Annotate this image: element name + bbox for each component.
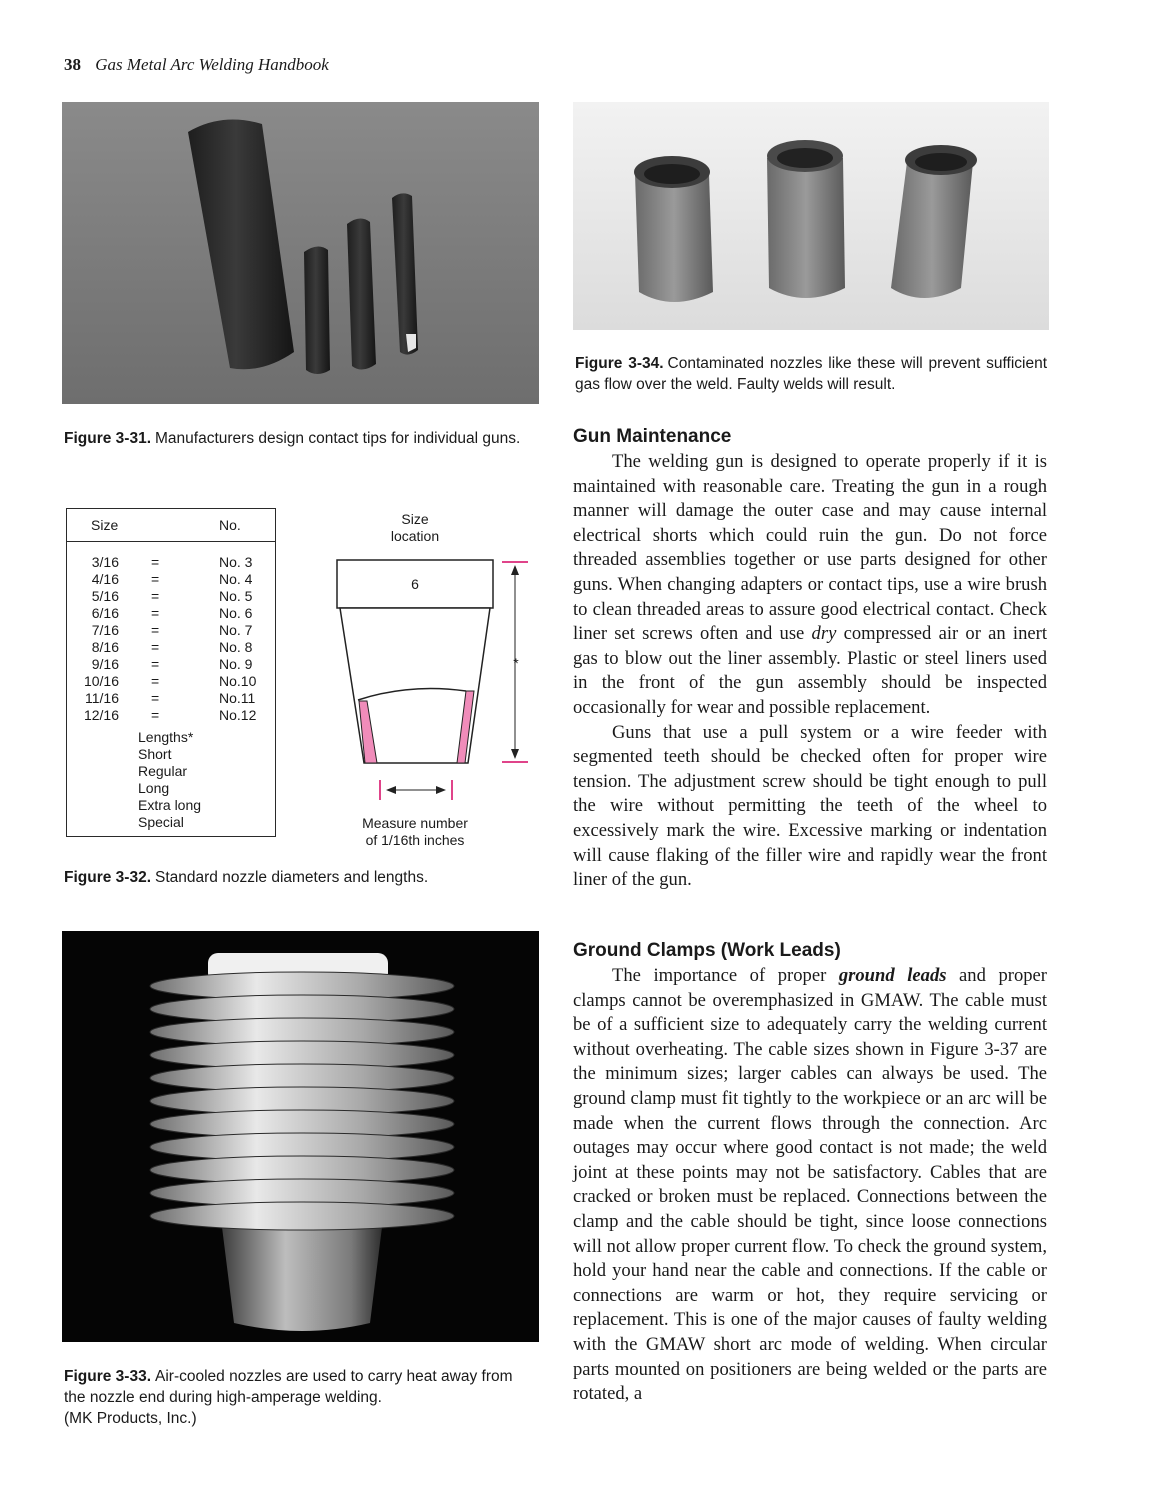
- arrowhead-up: [511, 565, 519, 575]
- lengths-list: [138, 729, 201, 831]
- figure-3-33-caption: [64, 1366, 537, 1429]
- equals-cell: =: [151, 554, 160, 570]
- label-line: location: [390, 528, 440, 544]
- equals-cell: =: [151, 656, 160, 672]
- table-row: [67, 639, 275, 656]
- key-term: ground leads: [838, 965, 947, 986]
- paragraph: [573, 450, 1047, 721]
- emphasis: dry: [811, 623, 837, 645]
- caption-text: Contaminated nozzles like these will prevent sufficient gas flow over the weld. Faulty welds will result.: [575, 355, 1047, 393]
- figure-label: Figure 3-34.: [575, 355, 664, 372]
- arrowhead-left: [386, 786, 396, 794]
- number-cell: No.10: [219, 673, 257, 689]
- table-row: [67, 690, 275, 707]
- number-cell: No.12: [219, 707, 257, 723]
- number-cell: No. 5: [219, 588, 253, 604]
- equals-cell: =: [151, 622, 160, 638]
- number-cell: No. 3: [219, 554, 253, 570]
- number-cell: No.11: [219, 690, 256, 706]
- table-header: [67, 509, 275, 542]
- size-cell: 5/16: [91, 588, 119, 604]
- page-number: 38: [64, 55, 81, 74]
- contaminated-nozzles-image: [573, 102, 1049, 330]
- lengths-heading: Lengths*: [138, 729, 194, 745]
- figure-label: Figure 3-31.: [64, 430, 151, 447]
- equals-cell: =: [151, 571, 160, 587]
- figure-3-31-caption: [64, 428, 537, 449]
- size-cell: 3/16: [91, 554, 119, 570]
- nozzle-drawing: [300, 505, 540, 855]
- number-cell: No. 8: [219, 639, 253, 655]
- table-row: [67, 622, 275, 639]
- list-item: Regular: [138, 763, 188, 779]
- column-header-no: No.: [219, 517, 241, 533]
- nozzle-diagram: [300, 505, 540, 855]
- label-line: of 1/16th inches: [365, 832, 465, 848]
- paragraph: Guns that use a pull system or a wire feeder with segmented teeth should be checked often for proper wire tension. The adjustment screw should be tight enough to pull the wire without permitting the teeth of the wheel to excessively mark the wire. Excessive marking or indentation will cause flaking of the filler wire and rapidly wear the front liner of the gun.: [573, 721, 1047, 891]
- contact-tips-image: [62, 102, 539, 404]
- table-row: [67, 673, 275, 690]
- table-row: [67, 554, 275, 571]
- nozzle-number-label: 6: [411, 576, 419, 592]
- table-row: [67, 605, 275, 622]
- length-asterisk: *: [513, 655, 519, 671]
- figure-3-33-photo: [62, 931, 539, 1342]
- gun-maintenance-body: [573, 450, 1047, 893]
- figure-3-32-caption: [64, 867, 537, 888]
- text-run: The welding gun is designed to operate properly if it is maintained with reasonable care. Treating the gun in a rough manner will damage the outer case and may cause internal electrical shorts which could ruin the gun. Do not force threaded assemblies together or use parts designed for other guns. When changing adapters or contact tips, use a wire brush to clean threaded areas to assure good electrical contact. Check liner set screws often and use: [573, 451, 1047, 645]
- figure-label: Figure 3-33.: [64, 1368, 151, 1385]
- equals-cell: =: [151, 588, 160, 604]
- equals-cell: =: [151, 707, 160, 723]
- size-cell: 10/16: [83, 673, 119, 689]
- section-heading-gun-maintenance: Gun Maintenance: [573, 426, 732, 447]
- number-cell: No. 6: [219, 605, 253, 621]
- size-cell: 12/16: [83, 707, 119, 723]
- label-line: Size: [401, 511, 429, 527]
- book-title: Gas Metal Arc Welding Handbook: [95, 55, 329, 74]
- size-cell: 11/16: [85, 690, 119, 706]
- measure-label: [340, 815, 490, 849]
- table-row: [67, 656, 275, 673]
- equals-cell: =: [151, 673, 160, 689]
- column-header-size: Size: [91, 517, 119, 533]
- figure-3-34-photo: [573, 102, 1049, 330]
- text-run: compressed air or an inert gas to blow out the liner assembly. Plastic or steel liners used in the front of the gun assembly should be inspected occasionally for wear and possible replacement.: [573, 623, 1047, 718]
- table-row: [67, 707, 275, 724]
- equals-cell: =: [151, 690, 160, 706]
- equals-cell: =: [151, 639, 160, 655]
- size-cell: 8/16: [91, 639, 119, 655]
- size-cell: 4/16: [91, 571, 119, 587]
- air-cooled-nozzle-image: [62, 931, 539, 1342]
- number-cell: No. 9: [219, 656, 253, 672]
- size-cell: 7/16: [91, 622, 119, 638]
- list-item: Extra long: [138, 797, 202, 813]
- number-cell: No. 7: [219, 622, 253, 638]
- table-row: [67, 588, 275, 605]
- figure-label: Figure 3-32.: [64, 869, 151, 886]
- arrowhead-down: [511, 749, 519, 759]
- running-header: [64, 55, 329, 75]
- section-heading-ground-clamps: Ground Clamps (Work Leads): [573, 940, 841, 961]
- label-line: Measure number: [362, 815, 468, 831]
- list-item: Special: [138, 814, 184, 830]
- table-rows: [67, 554, 275, 724]
- number-cell: No. 4: [219, 571, 253, 587]
- table-row: [67, 571, 275, 588]
- figure-3-31-photo: [62, 102, 539, 404]
- text-run: and proper clamps cannot be overemphasized in GMAW. The cable must be of a sufficient size to adequately carry the welding current without overheating. The cable sizes shown in Figure 3-37 are the minimum sizes; larger cables can always be used. The ground clamp must fit tightly to the workpiece or an arc will be made when the current flows through the connection. Arc outages may occur where good contact is not made; the weld joint at these points may not be satisfactory. Cables that are cracked or broken must be replaced. Connections between the clamp and the cable should be tight, since loose connections will not allow proper current flow. To check the ground system, hold your hand near the cable and connections. If the cable or connections are warm or hot, they require servicing or replacement. This is one of the major causes of faulty welding with the GMAW short arc mode of welding. When circular parts mounted on positioners are being welded or the parts are rotated, a: [573, 965, 1047, 1405]
- caption-text: Air-cooled nozzles are used to carry heat away from the nozzle end during high-amperage welding.: [64, 1368, 513, 1406]
- nozzle-size-table: [66, 508, 276, 837]
- caption-text: Manufacturers design contact tips for individual guns.: [155, 430, 521, 447]
- paragraph: [573, 964, 1047, 1407]
- photo-credit: (MK Products, Inc.): [64, 1410, 197, 1427]
- list-item: Short: [138, 746, 172, 762]
- size-cell: 6/16: [91, 605, 119, 621]
- ground-clamps-body: [573, 964, 1047, 1407]
- equals-cell: =: [151, 605, 160, 621]
- list-item: Long: [138, 780, 170, 796]
- text-run: The importance of proper: [612, 965, 839, 986]
- caption-text: Standard nozzle diameters and lengths.: [155, 869, 429, 886]
- figure-3-34-caption: [575, 353, 1047, 395]
- size-cell: 9/16: [91, 656, 119, 672]
- arrowhead-right: [436, 786, 446, 794]
